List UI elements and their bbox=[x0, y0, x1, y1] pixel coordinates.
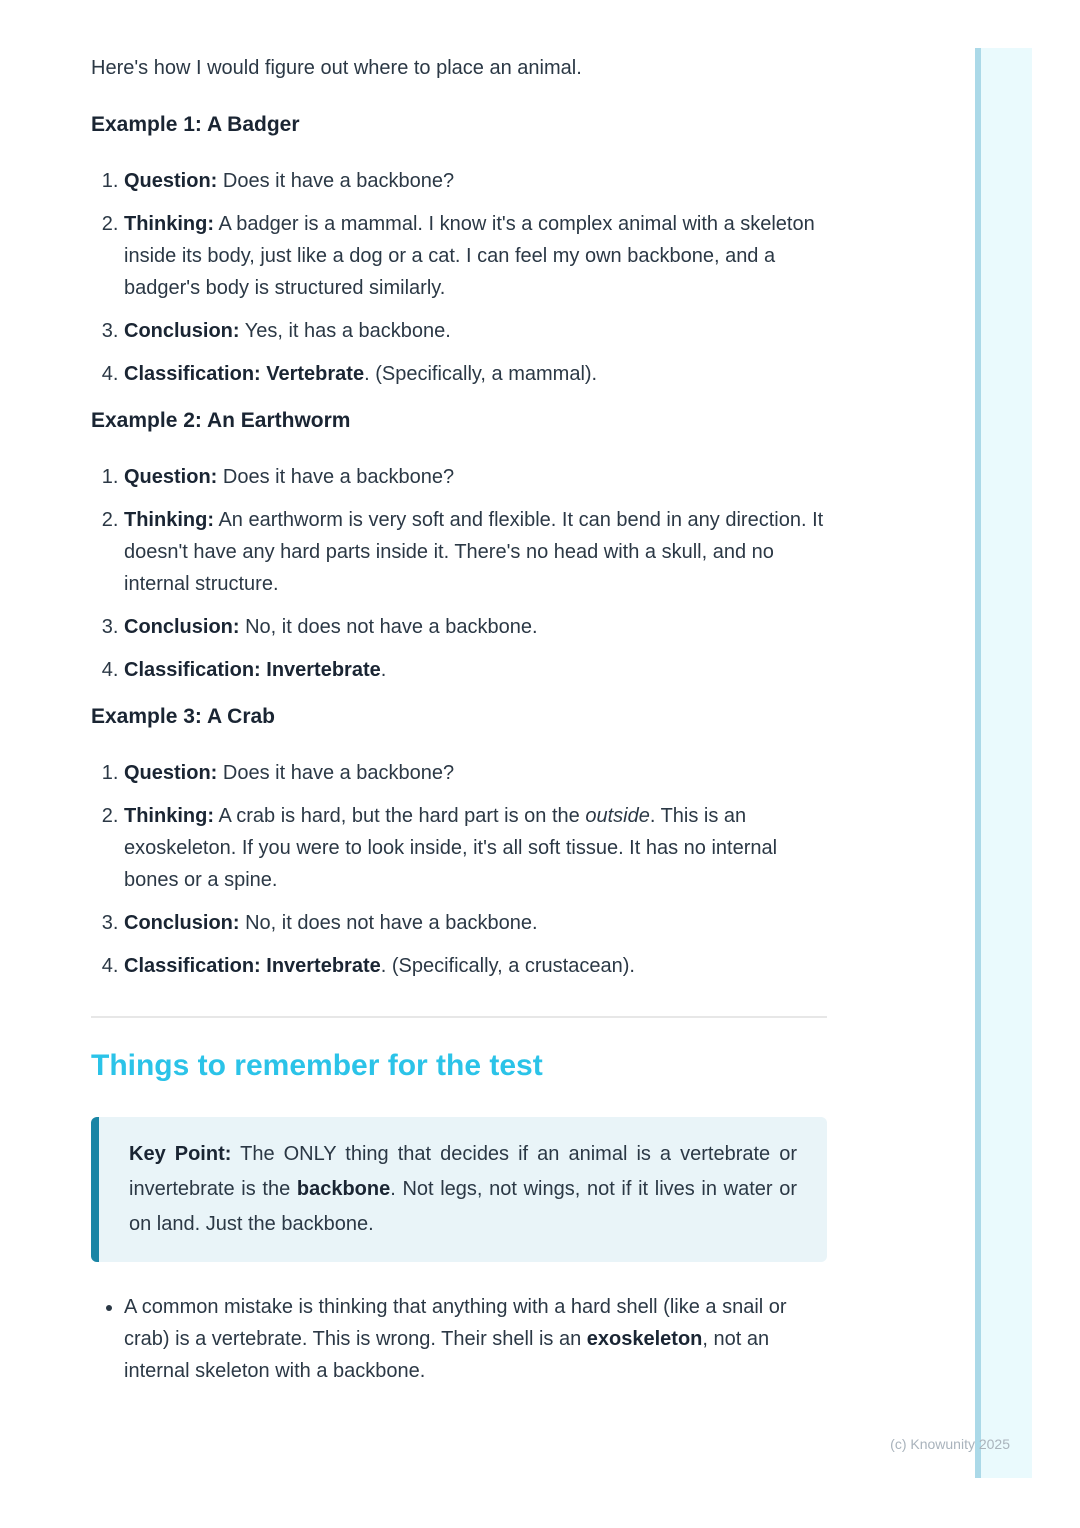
text: The ONLY thing that decides if an animal is a vertebrate or invertebrate is the bbox=[129, 1143, 798, 1200]
text: Does it have a backbone? bbox=[217, 762, 455, 784]
text: Does it have a backbone? bbox=[217, 170, 455, 192]
keypoint-box bbox=[91, 1117, 827, 1262]
example-title: Example 3: A Crab bbox=[91, 705, 276, 728]
bold-text: Question: bbox=[124, 170, 218, 192]
example-step bbox=[124, 504, 827, 600]
bold-text: exoskeleton bbox=[586, 1328, 703, 1350]
example-step bbox=[124, 907, 827, 939]
bold-text: backbone bbox=[296, 1178, 391, 1200]
text: . This is an exoskeleton. If you were to look inside, it's all soft tissue. It has no internal bones or a spine. bbox=[124, 805, 778, 891]
bold-text: Question: bbox=[124, 466, 218, 488]
text: No, it does not have a backbone. bbox=[239, 616, 538, 638]
text: A crab is hard, but the hard part is on the bbox=[213, 805, 586, 827]
bold-text: Thinking: bbox=[124, 213, 214, 235]
bold-text: Classification: Vertebrate bbox=[124, 363, 365, 385]
section-title: Things to remember for the test bbox=[91, 1049, 543, 1082]
example-step bbox=[124, 461, 827, 493]
example-step bbox=[124, 315, 827, 347]
bold-text: Classification: Invertebrate bbox=[124, 659, 381, 681]
note-item bbox=[124, 1291, 827, 1387]
bold-text: Key Point: bbox=[129, 1143, 232, 1165]
example-step bbox=[124, 757, 827, 789]
example-step bbox=[124, 611, 827, 643]
text: . (Specifically, a mammal). bbox=[364, 363, 598, 385]
intro-paragraph: Here's how I would figure out where to place an animal. bbox=[91, 57, 582, 79]
example-step bbox=[124, 358, 827, 390]
example-title: Example 1: A Badger bbox=[91, 113, 300, 136]
example-step bbox=[124, 208, 827, 304]
section-divider bbox=[91, 1016, 827, 1018]
page-footer-credit: (c) Knowunity 2025 bbox=[890, 1436, 1010, 1452]
example-title: Example 2: An Earthworm bbox=[91, 409, 351, 432]
keypoint-text bbox=[129, 1137, 797, 1242]
example-steps-list bbox=[91, 461, 827, 686]
text: , not an internal skeleton with a backbone. bbox=[124, 1328, 770, 1382]
examples-section bbox=[91, 111, 827, 982]
text: A badger is a mammal. I know it's a complex animal with a skeleton inside its body, just like a dog or a cat. I can feel my own backbone, and a badger's body is structured similarly. bbox=[124, 213, 815, 299]
bold-text: Conclusion: bbox=[124, 320, 240, 342]
bold-text: Conclusion: bbox=[124, 616, 240, 638]
bold-text: Question: bbox=[124, 762, 218, 784]
example-step bbox=[124, 800, 827, 896]
bold-text: Thinking: bbox=[124, 509, 214, 531]
bold-text: Classification: Invertebrate bbox=[124, 955, 381, 977]
bold-text: Thinking: bbox=[124, 805, 214, 827]
text: . (Specifically, a crustacean). bbox=[380, 955, 635, 977]
text: Does it have a backbone? bbox=[217, 466, 455, 488]
text: No, it does not have a backbone. bbox=[239, 912, 538, 934]
example-step bbox=[124, 654, 827, 686]
notes-list bbox=[91, 1291, 827, 1387]
example-steps-list bbox=[91, 165, 827, 390]
italic-text: outside bbox=[585, 805, 650, 827]
example-step bbox=[124, 950, 827, 982]
bold-text: Conclusion: bbox=[124, 912, 240, 934]
example-steps-list bbox=[91, 757, 827, 982]
text: Yes, it has a backbone. bbox=[239, 320, 451, 342]
example-step bbox=[124, 165, 827, 197]
text: . bbox=[380, 659, 387, 681]
text: A common mistake is thinking that anything with a hard shell (like a snail or crab) is a vertebrate. This is wrong. Their shell is an bbox=[124, 1296, 787, 1350]
text: . Not legs, not wings, not if it lives in water or on land. Just the backbone. bbox=[129, 1178, 798, 1235]
text: An earthworm is very soft and flexible. It can bend in any direction. It doesn't have any hard parts inside it. There's no head with a skull, and no internal structure. bbox=[124, 509, 824, 595]
